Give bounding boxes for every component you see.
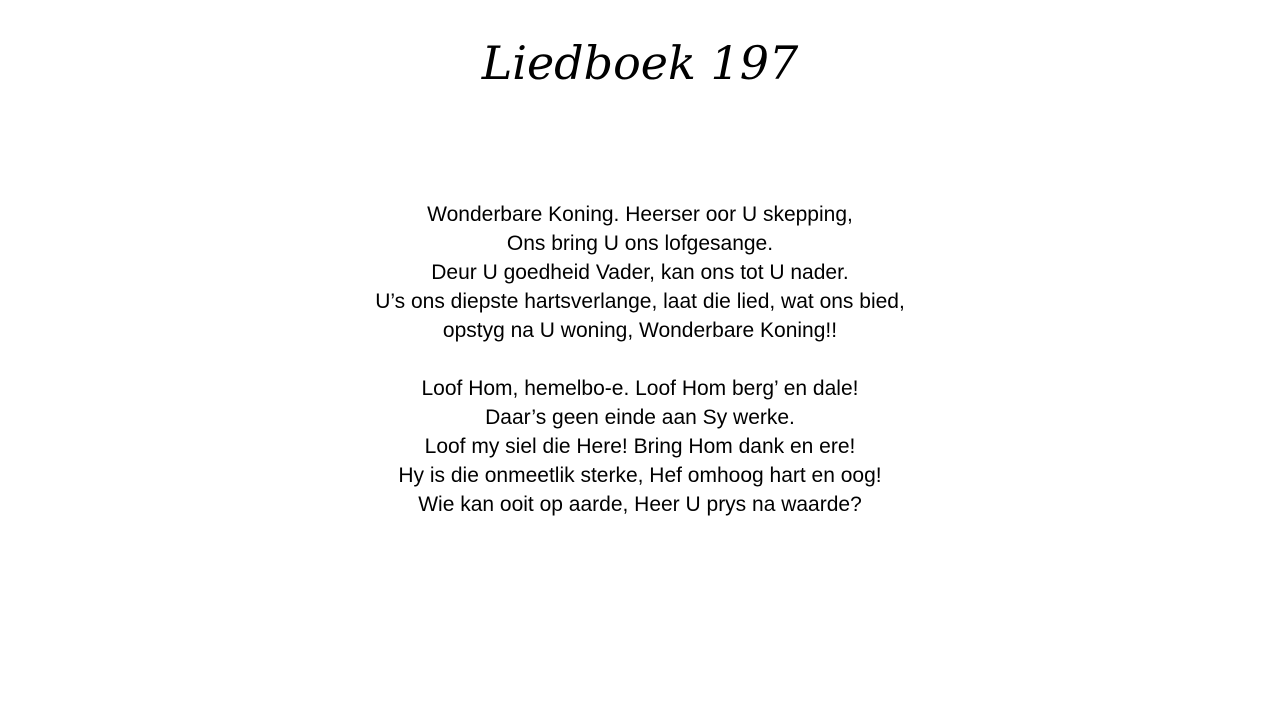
verse-2: [0, 374, 1280, 519]
lyric-line: Loof my siel die Here! Bring Hom dank en ere!: [424, 435, 856, 458]
lyric-line: opstyg na U woning, Wonderbare Koning!!: [442, 319, 838, 342]
lyric-line: U’s ons diepste hartsverlange, laat die lied, wat ons bied,: [375, 290, 905, 313]
lyric-line: Deur U goedheid Vader, kan ons tot U nader.: [431, 261, 849, 284]
lyric-line: Daar’s geen einde aan Sy werke.: [485, 406, 795, 429]
lyric-line: Wonderbare Koning. Heerser oor U skepping,: [427, 203, 853, 226]
lyric-line: Ons bring U ons lofgesange.: [506, 232, 774, 255]
verse-1: [0, 200, 1280, 345]
lyrics-body: [0, 200, 1280, 519]
lyric-line: Hy is die onmeetlik sterke, Hef omhoog hart en oog!: [398, 464, 882, 487]
lyric-line: Loof Hom, hemelbo-e. Loof Hom berg’ en dale!: [421, 377, 859, 400]
slide-title: Liedboek 197: [481, 36, 799, 90]
lyric-line: Wie kan ooit op aarde, Heer U prys na waarde?: [418, 493, 862, 516]
